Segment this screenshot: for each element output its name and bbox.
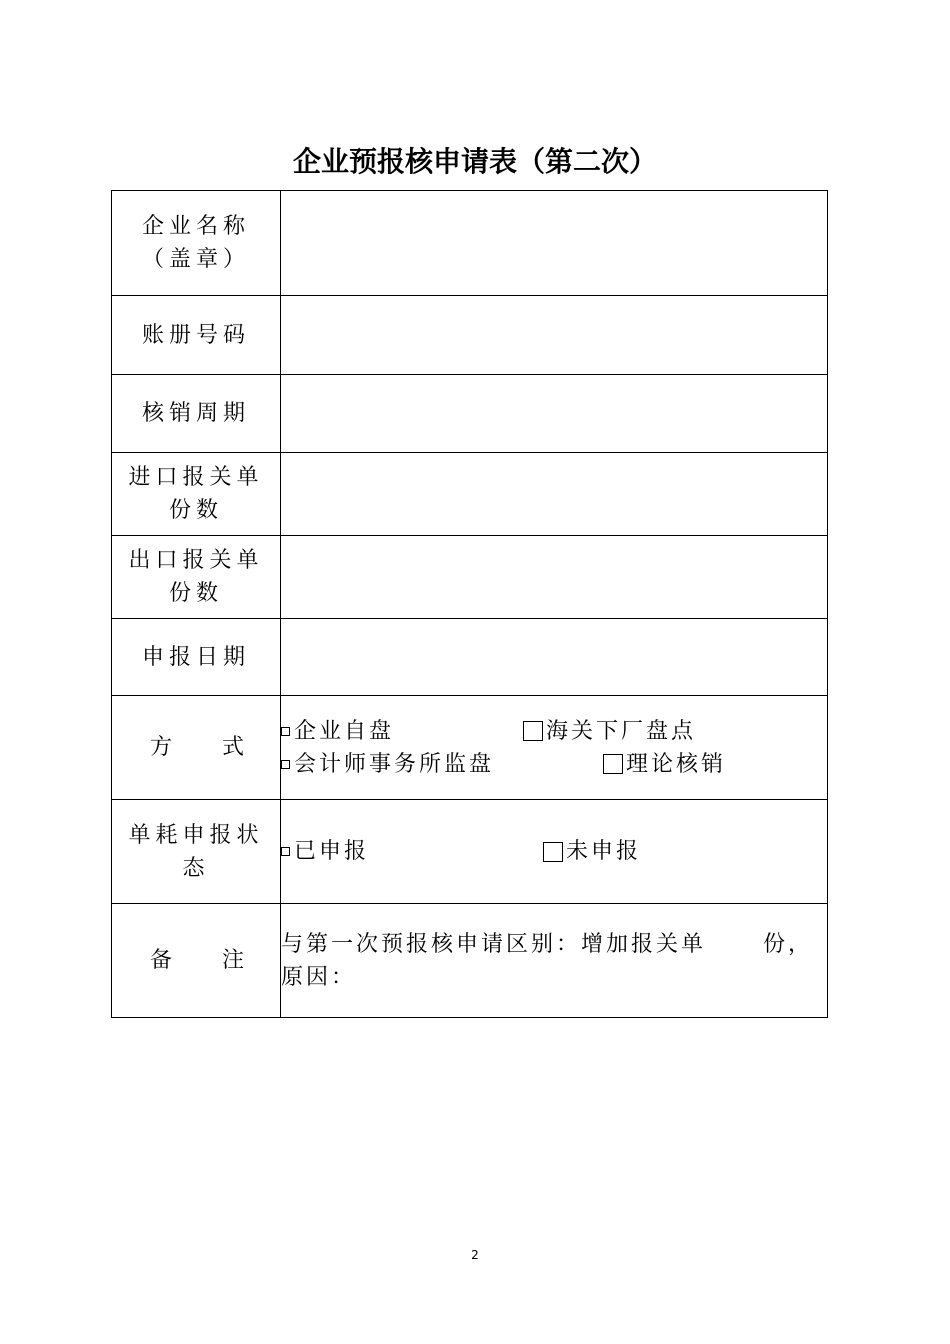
export-count-label bbox=[112, 536, 281, 619]
remarks-text-part1: 与第一次预报核申请区别：增加报关单 bbox=[281, 931, 707, 957]
import-count-label-line2: 份数 bbox=[168, 498, 223, 523]
method-label-char2: 式 bbox=[221, 735, 244, 760]
checkbox-icon[interactable] bbox=[603, 754, 623, 774]
remarks-label bbox=[112, 904, 281, 1018]
company-name-label-line2: （盖章） bbox=[141, 247, 250, 272]
option-declared[interactable] bbox=[281, 835, 543, 868]
option-not-declared[interactable] bbox=[543, 835, 641, 868]
row-period bbox=[112, 375, 828, 453]
row-company-name bbox=[112, 191, 828, 296]
row-export-count bbox=[112, 536, 828, 619]
row-method bbox=[112, 696, 828, 800]
method-label-char1: 方 bbox=[150, 735, 173, 760]
row-remarks bbox=[112, 904, 828, 1018]
export-count-label-line2: 份数 bbox=[168, 581, 223, 606]
application-form-table bbox=[111, 190, 828, 1018]
export-count-field[interactable] bbox=[281, 536, 828, 619]
consumption-status-label-line1: 单耗申报状 bbox=[128, 822, 264, 848]
import-count-label-line1: 进口报关单 bbox=[128, 465, 264, 490]
apply-date-field[interactable] bbox=[281, 619, 828, 696]
import-count-label bbox=[112, 453, 281, 536]
period-label: 核销周期 bbox=[112, 375, 281, 453]
option-declared-label: 已申报 bbox=[294, 839, 370, 864]
option-not-declared-label: 未申报 bbox=[566, 839, 642, 864]
remarks-label-char2: 注 bbox=[221, 948, 244, 973]
consumption-status-options bbox=[281, 800, 828, 904]
form-title: 企业预报核申请表（第二次） bbox=[292, 145, 657, 178]
checkbox-icon[interactable] bbox=[281, 760, 290, 769]
method-options bbox=[281, 696, 828, 800]
option-accountant-audit[interactable] bbox=[281, 748, 603, 781]
option-theoretical[interactable] bbox=[603, 748, 726, 781]
checkbox-icon[interactable] bbox=[281, 847, 290, 856]
export-count-label-line1: 出口报关单 bbox=[128, 548, 264, 573]
option-self-count[interactable] bbox=[281, 715, 523, 748]
account-no-field[interactable] bbox=[281, 296, 828, 375]
method-label bbox=[112, 696, 281, 800]
remarks-text-line2: 原因： bbox=[281, 964, 357, 990]
option-theoretical-label: 理论核销 bbox=[626, 751, 727, 777]
checkbox-icon[interactable] bbox=[523, 721, 543, 741]
option-accountant-audit-label: 会计师事务所监盘 bbox=[294, 751, 495, 777]
row-apply-date bbox=[112, 619, 828, 696]
option-customs-count-label: 海关下厂盘点 bbox=[546, 718, 697, 744]
apply-date-label: 申报日期 bbox=[112, 619, 281, 696]
account-no-label: 账册号码 bbox=[112, 296, 281, 375]
consumption-status-label-line2: 态 bbox=[182, 855, 210, 881]
company-name-label bbox=[112, 191, 281, 296]
checkbox-icon[interactable] bbox=[281, 727, 290, 736]
remarks-text-part2: 份， bbox=[762, 931, 813, 957]
remarks-field[interactable] bbox=[281, 904, 828, 1018]
option-customs-count[interactable] bbox=[523, 715, 696, 748]
option-self-count-label: 企业自盘 bbox=[294, 718, 395, 744]
company-name-field[interactable] bbox=[281, 191, 828, 296]
row-consumption-status bbox=[112, 800, 828, 904]
row-import-count bbox=[112, 453, 828, 536]
remarks-label-char1: 备 bbox=[150, 948, 173, 973]
consumption-status-label bbox=[112, 800, 281, 904]
checkbox-icon[interactable] bbox=[543, 842, 563, 862]
row-account-no bbox=[112, 296, 828, 375]
import-count-field[interactable] bbox=[281, 453, 828, 536]
period-field[interactable] bbox=[281, 375, 828, 453]
page-number: 2 bbox=[471, 1248, 479, 1262]
company-name-label-line1: 企业名称 bbox=[141, 214, 250, 239]
